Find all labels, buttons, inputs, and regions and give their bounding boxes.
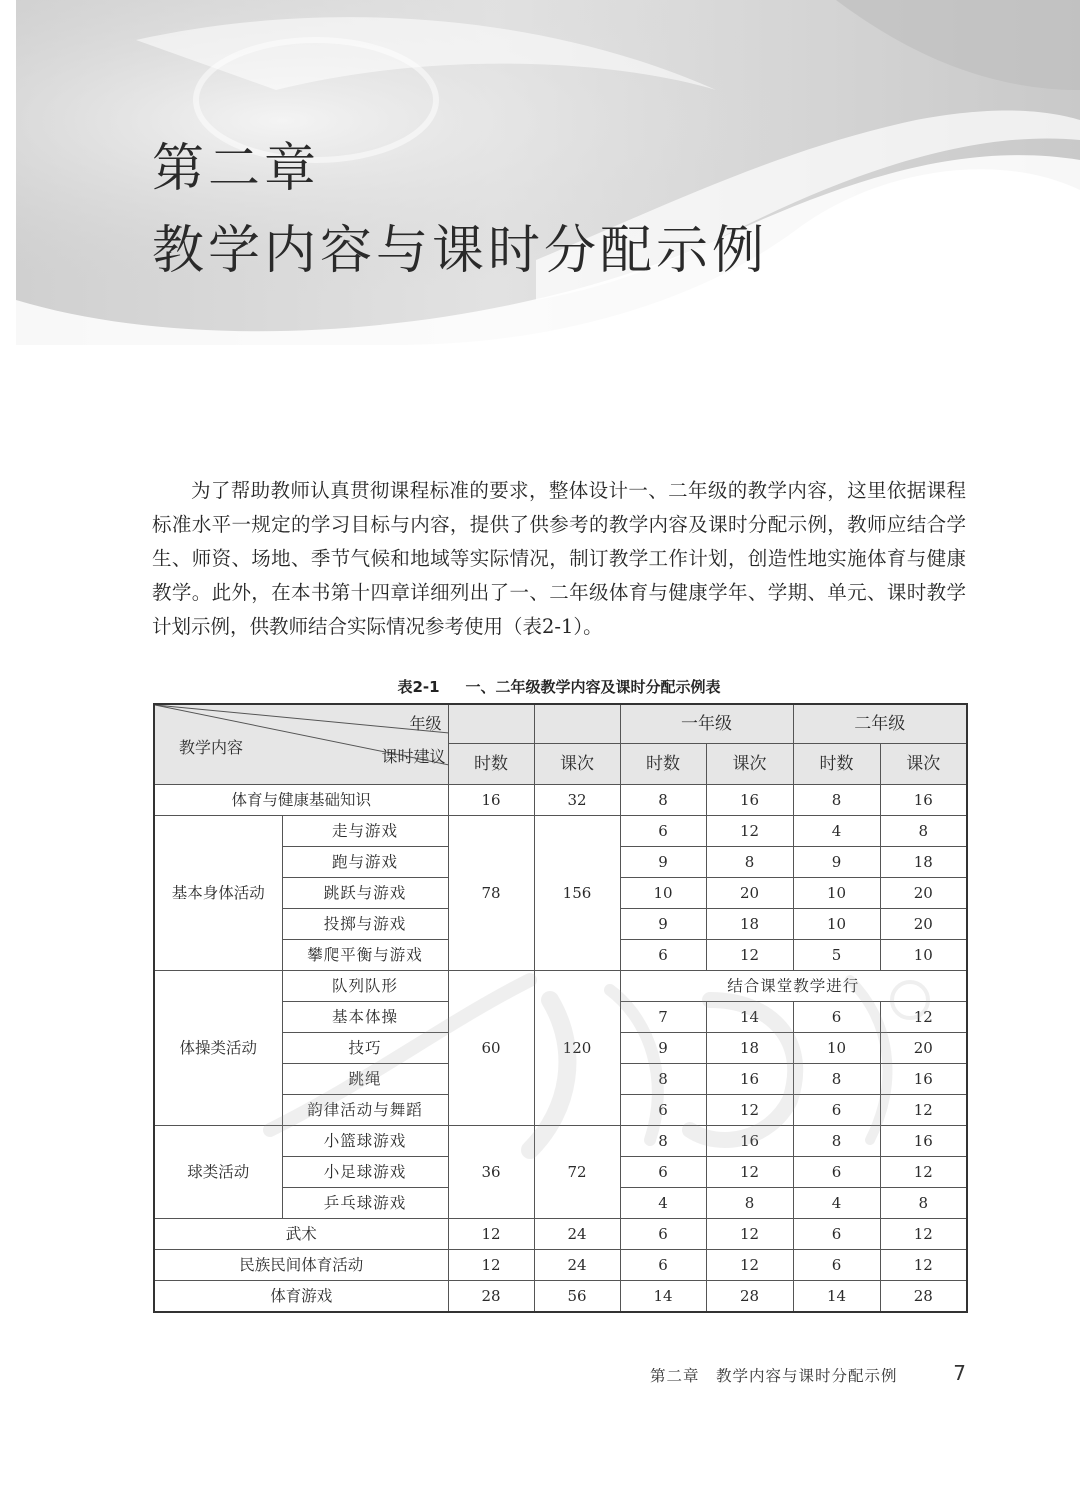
g1-lessons: 20 <box>706 878 793 909</box>
g1-lessons: 18 <box>706 909 793 940</box>
g1-hours: 8 <box>620 1126 706 1157</box>
g2-lessons: 12 <box>880 1002 967 1033</box>
header-grade-label: 年级 <box>409 714 442 733</box>
header-total-hours: 时数 <box>448 744 534 785</box>
row-label: 体育游戏 <box>154 1281 448 1313</box>
g2-lessons: 28 <box>880 1281 967 1313</box>
g1-hours: 10 <box>620 878 706 909</box>
chapter-number: 第二章 <box>152 139 321 199</box>
formation-note: 结合课堂教学进行 <box>620 971 967 1002</box>
item-name: 队列队形 <box>282 971 448 1002</box>
g2-hours: 4 <box>793 1188 880 1219</box>
g1-hours: 14 <box>620 1281 706 1313</box>
table-row <box>154 1219 967 1250</box>
category-label: 体操类活动 <box>154 971 282 1126</box>
header-blank <box>534 704 620 744</box>
total-hours: 12 <box>448 1219 534 1250</box>
chapter-title <box>152 128 768 292</box>
table-row <box>154 1281 967 1313</box>
table-row <box>154 816 967 847</box>
g1-lessons: 14 <box>706 1002 793 1033</box>
g2-hours: 14 <box>793 1281 880 1313</box>
item-name: 乒乓球游戏 <box>282 1188 448 1219</box>
g2-lessons: 20 <box>880 1033 967 1064</box>
total-lessons: 156 <box>534 816 620 971</box>
item-name: 跳跃与游戏 <box>282 878 448 909</box>
g2-hours: 8 <box>793 785 880 816</box>
item-name: 投掷与游戏 <box>282 909 448 940</box>
g2-lessons: 16 <box>880 1126 967 1157</box>
header-diagonal-cell <box>154 704 448 785</box>
header-g1-lessons: 课次 <box>706 744 793 785</box>
item-name: 韵律活动与舞蹈 <box>282 1095 448 1126</box>
header-hours-suggest-label: 课时建议 <box>381 747 446 766</box>
g2-lessons: 12 <box>880 1157 967 1188</box>
lesson-allocation-table <box>153 703 968 1313</box>
g1-hours: 4 <box>620 1188 706 1219</box>
total-hours: 28 <box>448 1281 534 1313</box>
header-grade1: 一年级 <box>620 704 793 744</box>
g2-hours: 8 <box>793 1126 880 1157</box>
item-name: 小足球游戏 <box>282 1157 448 1188</box>
g2-lessons: 20 <box>880 878 967 909</box>
g2-lessons: 16 <box>880 1064 967 1095</box>
g2-hours: 10 <box>793 909 880 940</box>
intro-paragraph: 为了帮助教师认真贯彻课程标准的要求，整体设计一、二年级的教学内容，这里依据课程标准水平一规定的学习目标与内容，提供了供参考的教学内容及课时分配示例，教师应结合学生、师资、场地、季节气候和地域等实际情况，制订教学工作计划，创造性地实施体育与健康教学。此外，在本书第十四章详细列出了一、二年级体育与健康学年、学期、单元、课时教学计划示例，供教师结合实际情况参考使用（表2-1）。 <box>152 479 966 638</box>
total-lessons: 72 <box>534 1126 620 1219</box>
g1-hours: 8 <box>620 785 706 816</box>
g1-hours: 6 <box>620 1157 706 1188</box>
header-g2-hours: 时数 <box>793 744 880 785</box>
item-name: 攀爬平衡与游戏 <box>282 940 448 971</box>
g2-hours: 4 <box>793 816 880 847</box>
total-lessons: 24 <box>534 1250 620 1281</box>
g2-lessons: 18 <box>880 847 967 878</box>
table-row <box>154 1250 967 1281</box>
g1-lessons: 8 <box>706 1188 793 1219</box>
header-g1-hours: 时数 <box>620 744 706 785</box>
total-lessons: 24 <box>534 1219 620 1250</box>
g1-lessons: 8 <box>706 847 793 878</box>
total-hours: 16 <box>448 785 534 816</box>
g1-hours: 9 <box>620 909 706 940</box>
total-hours: 78 <box>448 816 534 971</box>
total-hours: 12 <box>448 1250 534 1281</box>
item-name: 跳绳 <box>282 1064 448 1095</box>
g1-hours: 9 <box>620 1033 706 1064</box>
category-label: 球类活动 <box>154 1126 282 1219</box>
row-label: 体育与健康基础知识 <box>154 785 448 816</box>
g2-hours: 6 <box>793 1095 880 1126</box>
item-name: 基本体操 <box>282 1002 448 1033</box>
g2-hours: 6 <box>793 1157 880 1188</box>
table-title: 一、二年级教学内容及课时分配示例表 <box>465 678 721 696</box>
g2-hours: 10 <box>793 1033 880 1064</box>
g1-hours: 6 <box>620 1219 706 1250</box>
g2-hours: 8 <box>793 1064 880 1095</box>
table-row <box>154 785 967 816</box>
g1-lessons: 16 <box>706 1126 793 1157</box>
g1-hours: 8 <box>620 1064 706 1095</box>
g1-lessons: 12 <box>706 1219 793 1250</box>
g2-lessons: 8 <box>880 1188 967 1219</box>
g1-hours: 6 <box>620 940 706 971</box>
g2-lessons: 12 <box>880 1095 967 1126</box>
table-caption <box>152 676 966 697</box>
g1-hours: 6 <box>620 816 706 847</box>
table-number: 表2-1 <box>397 678 440 696</box>
total-lessons: 120 <box>534 971 620 1126</box>
g1-hours: 7 <box>620 1002 706 1033</box>
g1-hours: 9 <box>620 847 706 878</box>
g1-lessons: 28 <box>706 1281 793 1313</box>
g2-lessons: 16 <box>880 785 967 816</box>
g1-lessons: 18 <box>706 1033 793 1064</box>
item-name: 跑与游戏 <box>282 847 448 878</box>
chapter-name: 教学内容与课时分配示例 <box>152 221 769 281</box>
row-label: 武术 <box>154 1219 448 1250</box>
g1-hours: 6 <box>620 1095 706 1126</box>
g1-lessons: 12 <box>706 940 793 971</box>
table-row <box>154 1126 967 1157</box>
table-row <box>154 971 967 1002</box>
running-title: 第二章 教学内容与课时分配示例 <box>650 1367 898 1385</box>
g1-lessons: 12 <box>706 1095 793 1126</box>
g2-hours: 9 <box>793 847 880 878</box>
g2-hours: 10 <box>793 878 880 909</box>
g2-lessons: 12 <box>880 1219 967 1250</box>
g1-lessons: 12 <box>706 1157 793 1188</box>
total-lessons: 56 <box>534 1281 620 1313</box>
row-label: 民族民间体育活动 <box>154 1250 448 1281</box>
total-lessons: 32 <box>534 785 620 816</box>
g2-lessons: 10 <box>880 940 967 971</box>
header-g2-lessons: 课次 <box>880 744 967 785</box>
header-total-lessons: 课次 <box>534 744 620 785</box>
page-number: 7 <box>953 1361 966 1385</box>
g2-hours: 5 <box>793 940 880 971</box>
header-blank <box>448 704 534 744</box>
header-grade2: 二年级 <box>793 704 967 744</box>
item-name: 走与游戏 <box>282 816 448 847</box>
item-name: 技巧 <box>282 1033 448 1064</box>
total-hours: 36 <box>448 1126 534 1219</box>
g2-hours: 6 <box>793 1002 880 1033</box>
g2-lessons: 12 <box>880 1250 967 1281</box>
item-name: 小篮球游戏 <box>282 1126 448 1157</box>
header-content-label: 教学内容 <box>179 738 244 757</box>
page-footer <box>650 1361 970 1386</box>
g2-hours: 6 <box>793 1250 880 1281</box>
category-label: 基本身体活动 <box>154 816 282 971</box>
g1-lessons: 12 <box>706 816 793 847</box>
g1-lessons: 12 <box>706 1250 793 1281</box>
g2-lessons: 20 <box>880 909 967 940</box>
g1-lessons: 16 <box>706 1064 793 1095</box>
g2-lessons: 8 <box>880 816 967 847</box>
total-hours: 60 <box>448 971 534 1126</box>
g2-hours: 6 <box>793 1219 880 1250</box>
g1-lessons: 16 <box>706 785 793 816</box>
g1-hours: 6 <box>620 1250 706 1281</box>
